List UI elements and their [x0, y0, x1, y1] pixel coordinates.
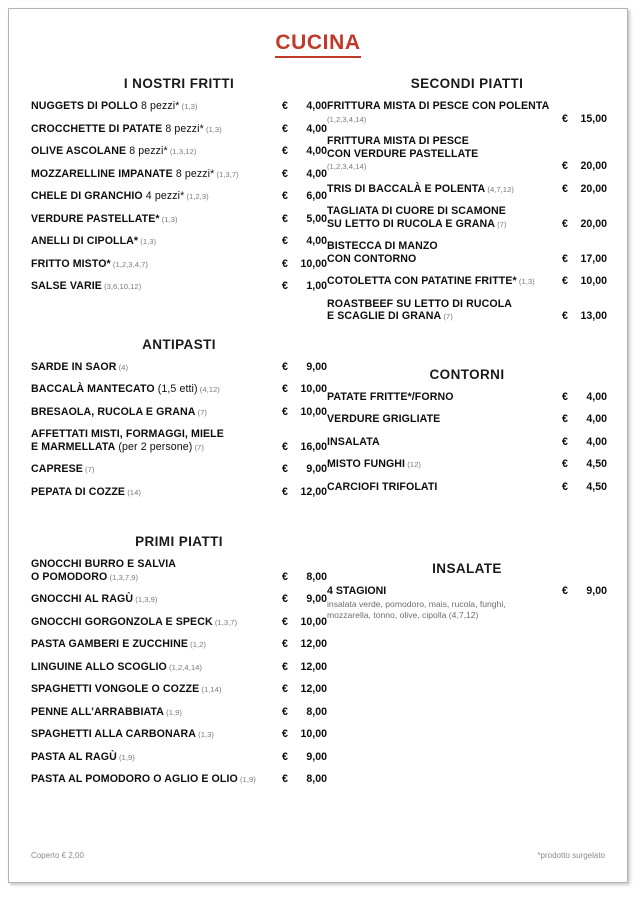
- menu-item-price-currency: €: [562, 217, 568, 230]
- menu-item-name: [327, 275, 562, 288]
- menu-item-name-line2: E MARMELLATA: [31, 440, 116, 453]
- menu-item-allergens: (7): [195, 407, 207, 417]
- menu-item-price: [282, 486, 327, 499]
- menu-item-name: [31, 661, 282, 674]
- menu-item: [31, 486, 327, 499]
- left-column: [31, 76, 327, 796]
- menu-item-name-line1: LINGUINE ALLO SCOGLIO: [31, 660, 167, 673]
- menu-item-price: [282, 190, 327, 203]
- menu-item-price-currency: €: [562, 252, 568, 265]
- menu-item-allergens: (1,14): [199, 685, 222, 694]
- menu-item-name: [31, 406, 282, 419]
- menu-item-price-currency: €: [282, 440, 288, 453]
- menu-item-price-currency: €: [282, 485, 288, 498]
- menu-item-name-line1: GNOCCHI GORGONZOLA E SPECK: [31, 615, 213, 628]
- menu-item-allergens: (1,2,4,14): [166, 662, 202, 672]
- menu-item-price-currency: €: [562, 413, 568, 425]
- menu-item-name: [31, 558, 282, 583]
- menu-item-name-line1: GNOCCHI AL RAGÙ: [31, 593, 134, 605]
- menu-item: [31, 361, 327, 374]
- menu-item-allergens: (1,3): [516, 277, 535, 286]
- menu-item-name-line1: TAGLIATA DI CUORE DI SCAMONE: [327, 205, 506, 217]
- menu-item-price: [282, 706, 327, 719]
- menu-item-name: [31, 486, 282, 499]
- section-heading-secondi: SECONDI PIATTI: [410, 76, 524, 91]
- menu-item-price: [282, 773, 327, 786]
- salad-text: [327, 585, 562, 622]
- menu-item-price-value: 20,00: [580, 182, 607, 195]
- menu-item-price: [282, 463, 327, 476]
- footer-coperto: Coperto € 2,00: [31, 851, 84, 860]
- menu-item-allergens: (1,3): [159, 214, 178, 224]
- menu-item: [31, 428, 327, 453]
- menu-item-price-currency: €: [282, 728, 288, 740]
- section-heading-insalate: INSALATE: [432, 561, 502, 576]
- menu-item-name: [31, 683, 282, 696]
- menu-item-name: [31, 258, 282, 271]
- menu-item-quantity: 8 pezzi*: [172, 167, 215, 180]
- menu-item-quantity: 8 pezzi*: [126, 145, 168, 157]
- menu-item: [327, 275, 607, 288]
- menu-item: [327, 391, 607, 404]
- menu-item-allergens: (1,3,9): [133, 595, 158, 604]
- menu-item-price: [282, 728, 327, 741]
- menu-item-price-value: 4,00: [586, 435, 607, 448]
- menu-item: [31, 168, 327, 181]
- menu-item-name-line1: BACCALÀ MANTECATO: [31, 383, 155, 395]
- menu-item-price-currency: €: [282, 212, 288, 225]
- menu-item-name-line1: CROCCHETTE DI PATATE: [31, 122, 163, 135]
- menu-item-name-line1: CAPRESE: [31, 463, 83, 475]
- menu-item-name: [31, 751, 282, 764]
- menu-item-price-currency: €: [282, 773, 288, 785]
- menu-item-name: [31, 190, 282, 203]
- menu-item-price-currency: €: [562, 458, 568, 470]
- menu-item-price: [282, 683, 327, 696]
- menu-item-price: [282, 100, 327, 113]
- menu-item-price-value: 8,00: [306, 570, 327, 583]
- menu-item: [31, 190, 327, 203]
- menu-item: [31, 258, 327, 271]
- menu-item-price-currency: €: [562, 480, 568, 493]
- menu-item-price-value: 5,00: [306, 212, 327, 225]
- menu-item: [31, 280, 327, 293]
- menu-item-name: [31, 593, 282, 606]
- menu-item: [327, 100, 607, 125]
- menu-item-price: [562, 218, 607, 231]
- menu-item-price: [282, 593, 327, 606]
- menu-item-price-currency: €: [282, 280, 288, 292]
- menu-item-price-value: 12,00: [300, 485, 327, 498]
- menu-item: [31, 638, 327, 651]
- menu-item-name-line1: NUGGETS DI POLLO: [31, 100, 138, 112]
- menu-item-name: [31, 123, 282, 136]
- menu-item-price-value: 20,00: [580, 160, 607, 172]
- menu-item-price: [562, 253, 607, 266]
- menu-item-name-line1: SPAGHETTI ALLA CARBONARA: [31, 728, 197, 740]
- menu-item-price-currency: €: [282, 405, 288, 418]
- menu-item-name: [31, 235, 282, 248]
- menu-item: [327, 436, 607, 449]
- menu-item-price-value: 13,00: [580, 310, 607, 322]
- menu-item-name-line1: CHELE DI GRANCHIO: [31, 190, 143, 202]
- menu-item-name-line1: FRITTURA MISTA DI PESCE: [327, 135, 469, 147]
- salad-price-value: 9,00: [586, 585, 607, 597]
- section-items-fritti: [31, 100, 327, 293]
- menu-item-price-value: 9,00: [306, 593, 327, 605]
- page-title: CUCINA: [275, 31, 360, 58]
- menu-item-name-line2: E SCAGLIE DI GRANA: [327, 310, 442, 322]
- menu-item-name-line1: OLIVE ASCOLANE: [31, 145, 127, 157]
- menu-item-name: [31, 383, 282, 396]
- menu-item-allergens: (7): [82, 465, 95, 474]
- menu-item-price: [562, 436, 607, 449]
- menu-item-name-line1: ROASTBEEF SU LETTO DI RUCOLA: [327, 297, 513, 310]
- menu-page: [8, 8, 628, 883]
- menu-item-price-value: 10,00: [580, 275, 607, 287]
- menu-item-price-value: 4,50: [586, 458, 607, 470]
- menu-item-allergens: (1,9): [237, 775, 256, 784]
- menu-item-price-value: 15,00: [580, 112, 607, 125]
- menu-item-price: [282, 616, 327, 629]
- menu-item-price: [282, 383, 327, 396]
- menu-item-price: [562, 481, 607, 494]
- menu-item-name: [31, 213, 282, 226]
- menu-item-price: [282, 441, 327, 454]
- menu-item-name-line1: BRESAOLA, RUCOLA E GRANA: [31, 405, 196, 418]
- menu-item-name-line1: PASTA AL RAGÙ: [31, 750, 117, 763]
- menu-item-quantity: 8 pezzi*: [162, 122, 204, 135]
- menu-item-name-line1: TRIS DI BACCALÀ E POLENTA: [327, 182, 486, 195]
- menu-item: [31, 593, 327, 606]
- menu-item: [327, 183, 607, 196]
- section-items-secondi: [327, 100, 607, 323]
- menu-item: [31, 100, 327, 113]
- menu-item-name-line2: O POMODORO: [31, 570, 108, 583]
- menu-item: [31, 145, 327, 158]
- menu-item-price: [282, 638, 327, 651]
- menu-item-price: [282, 235, 327, 248]
- menu-item-price-value: 9,00: [306, 750, 327, 763]
- menu-item-price-currency: €: [562, 182, 568, 195]
- menu-item-allergens: (4,7,12): [485, 184, 514, 194]
- menu-item-name-line1: BISTECCA DI MANZO: [327, 240, 438, 252]
- menu-item-name-line2: CON CONTORNO: [327, 252, 417, 265]
- menu-item-name: [327, 298, 562, 323]
- menu-item-name-line1: AFFETTATI MISTI, FORMAGGI, MIELE: [31, 428, 224, 440]
- page-footer: [31, 851, 605, 860]
- menu-item: [31, 773, 327, 786]
- menu-item: [31, 661, 327, 674]
- menu-item-price: [282, 661, 327, 674]
- menu-item-price-value: 4,00: [306, 122, 327, 135]
- menu-item-price-currency: €: [282, 705, 288, 718]
- menu-item-price: [562, 183, 607, 196]
- menu-item-price-currency: €: [562, 310, 568, 322]
- menu-item-price-value: 4,00: [586, 413, 607, 425]
- menu-item: [327, 135, 607, 173]
- menu-item-allergens: (1,9): [116, 752, 135, 762]
- menu-item-price-value: 12,00: [300, 683, 327, 695]
- menu-item-price-currency: €: [282, 750, 288, 763]
- menu-item: [31, 123, 327, 136]
- menu-item-price-currency: €: [282, 683, 288, 695]
- menu-item-price-value: 10,00: [300, 257, 327, 270]
- menu-item-allergens: (1,3,7): [214, 169, 239, 179]
- menu-item-price-currency: €: [562, 275, 568, 287]
- menu-item-price: [282, 258, 327, 271]
- menu-item-allergens: (1,3,12): [167, 147, 197, 156]
- menu-item: [31, 558, 327, 583]
- menu-item-price-value: 10,00: [300, 615, 327, 628]
- menu-item-price: [562, 310, 607, 323]
- section-items-primi: [31, 558, 327, 786]
- menu-item-quantity: 8 pezzi*: [137, 100, 180, 112]
- menu-item-name: [31, 728, 282, 741]
- menu-item-name-line1: PATATE FRITTE*/FORNO: [327, 390, 454, 403]
- menu-item-name-line1: VERDURE PASTELLATE*: [31, 212, 160, 225]
- menu-item-name-line1: PEPATA DI COZZE: [31, 485, 126, 498]
- menu-item-price-value: 8,00: [306, 705, 327, 718]
- menu-item-price: [282, 751, 327, 764]
- menu-item-price-currency: €: [562, 160, 568, 172]
- menu-item: [31, 706, 327, 719]
- menu-item-allergens: (7): [494, 219, 507, 229]
- menu-item-name: [327, 481, 562, 494]
- menu-item: [31, 728, 327, 741]
- menu-item-price-value: 10,00: [300, 728, 327, 740]
- menu-item-name: [327, 240, 562, 265]
- menu-item-price-currency: €: [282, 638, 288, 650]
- menu-item-price-value: 20,00: [580, 217, 607, 230]
- menu-item-name-line1: SARDE IN SAOR: [31, 360, 117, 373]
- menu-item-quantity: (per 2 persone): [115, 440, 193, 453]
- menu-item-name-line2: SU LETTO DI RUCOLA E GRANA: [327, 217, 495, 230]
- menu-item-name: [327, 436, 562, 449]
- menu-item-price-value: 4,00: [306, 167, 327, 180]
- menu-item-price: [282, 571, 327, 584]
- menu-item-name-line1: PASTA AL POMODORO O AGLIO E OLIO: [31, 773, 238, 785]
- menu-item-price: [282, 406, 327, 419]
- menu-item: [31, 463, 327, 476]
- menu-item-price: [562, 160, 607, 173]
- menu-item-price-currency: €: [282, 463, 288, 475]
- menu-item-price-currency: €: [562, 390, 568, 403]
- menu-item-name-line1: SPAGHETTI VONGOLE O COZZE: [31, 683, 200, 695]
- menu-item-allergens: (1,9): [164, 707, 182, 717]
- salad-price-currency: €: [562, 585, 568, 597]
- menu-item-price-currency: €: [282, 360, 288, 373]
- menu-item-name-line1: PENNE ALL’ARRABBIATA: [31, 705, 165, 718]
- menu-item-price-currency: €: [282, 257, 288, 270]
- page-title-wrap: [9, 9, 627, 58]
- menu-item-allergens: (1,2,3,4,7): [110, 259, 148, 269]
- menu-item-price-value: 4,00: [586, 390, 607, 403]
- menu-item-name: [31, 145, 282, 158]
- menu-item-name-line1: PASTA GAMBERI E ZUCCHINE: [31, 638, 188, 650]
- menu-item-name: [327, 205, 562, 230]
- menu-item-price-currency: €: [562, 435, 568, 448]
- menu-item-allergens: (1,3): [203, 124, 222, 134]
- menu-item-name: [31, 100, 282, 113]
- menu-item-price: [562, 458, 607, 471]
- menu-item: [31, 751, 327, 764]
- menu-item-name: [31, 773, 282, 786]
- menu-item-allergens: (14): [125, 487, 141, 497]
- section-items-insalate: [327, 585, 607, 622]
- menu-item-price-value: 6,00: [306, 190, 327, 202]
- salad-name: 4 STAGIONI: [327, 585, 387, 597]
- menu-item-price-currency: €: [282, 660, 288, 673]
- menu-item-allergens: (1,2): [188, 640, 206, 649]
- menu-item-name: [31, 280, 282, 293]
- menu-item-price: [562, 413, 607, 426]
- menu-item-name: [327, 391, 562, 404]
- menu-item-price-currency: €: [282, 570, 288, 583]
- menu-item-name-line1: MISTO FUNGHI: [327, 458, 406, 470]
- menu-item-price-currency: €: [282, 100, 288, 112]
- menu-item: [31, 235, 327, 248]
- menu-item-price-value: 4,00: [306, 100, 327, 112]
- menu-item-price-value: 8,00: [306, 773, 327, 785]
- menu-item-price-currency: €: [282, 122, 288, 135]
- menu-item: [327, 205, 607, 230]
- menu-item-name: [327, 135, 562, 173]
- menu-item-price: [282, 361, 327, 374]
- menu-item-price: [562, 391, 607, 404]
- menu-item-name: [31, 168, 282, 181]
- menu-item-allergens: (3,6,10,12): [101, 282, 142, 291]
- menu-item-allergens: (1,3): [196, 730, 214, 739]
- section-heading-primi: PRIMI PIATTI: [135, 534, 223, 549]
- menu-item-price-currency: €: [282, 615, 288, 628]
- section-items-contorni: [327, 391, 607, 494]
- menu-item: [327, 413, 607, 426]
- menu-item-price: [282, 280, 327, 293]
- menu-item-price-value: 10,00: [300, 383, 327, 395]
- menu-item: [327, 458, 607, 471]
- menu-item-allergens: (12): [405, 460, 421, 469]
- menu-item-price: [282, 213, 327, 226]
- menu-item: [31, 616, 327, 629]
- menu-item-price-currency: €: [282, 383, 288, 395]
- menu-item-quantity: 4 pezzi*: [142, 190, 185, 202]
- menu-item-allergens: (7): [441, 312, 453, 321]
- menu-item-name-line1: VERDURE GRIGLIATE: [327, 413, 441, 425]
- menu-item-price-value: 10,00: [300, 405, 327, 418]
- menu-item-price: [562, 275, 607, 288]
- salad-description: [327, 599, 554, 622]
- salad-description-line2: mozzarella, tonno, olive, cipolla (4,7,12): [327, 610, 479, 621]
- menu-item-price-currency: €: [282, 235, 288, 247]
- menu-item-price-currency: €: [282, 167, 288, 180]
- menu-item-price-currency: €: [562, 112, 568, 125]
- menu-item-name: [31, 428, 282, 453]
- menu-item-name: [31, 616, 282, 629]
- menu-item-price: [562, 113, 607, 126]
- menu-item-name-line1: SALSE VARIE: [31, 280, 102, 292]
- menu-item-allergens: (1,3): [179, 102, 198, 111]
- menu-item-allergens: (1,2,3): [184, 192, 209, 201]
- menu-item-allergens: (1,3,7): [212, 617, 238, 627]
- menu-item-name: [327, 458, 562, 471]
- right-column: [327, 76, 607, 796]
- menu-item-name-line1: ANELLI DI CIPOLLA*: [31, 235, 139, 247]
- menu-item-allergens: (1,3): [138, 237, 157, 246]
- menu-columns: [9, 76, 627, 796]
- menu-item-allergens: (4,12): [197, 385, 220, 394]
- menu-item-name-line1: CARCIOFI TRIFOLATI: [327, 480, 438, 493]
- menu-item-name-line1: COTOLETTA CON PATATINE FRITTE*: [327, 275, 517, 287]
- menu-item-allergens: (4): [116, 362, 129, 372]
- menu-item-price-currency: €: [282, 190, 288, 202]
- menu-item-price: [282, 145, 327, 158]
- menu-item-name: [31, 706, 282, 719]
- menu-item: [31, 383, 327, 396]
- menu-item-price-value: 12,00: [300, 660, 327, 673]
- salad-description-line1: insalata verde, pomodoro, mais, rucola, funghi,: [327, 599, 506, 609]
- menu-item-name: [327, 413, 562, 426]
- menu-item: [31, 406, 327, 419]
- salad-price: [562, 585, 607, 597]
- menu-item: [327, 481, 607, 494]
- section-items-antipasti: [31, 361, 327, 499]
- menu-item-price-currency: €: [282, 145, 288, 157]
- menu-item-name: [31, 638, 282, 651]
- menu-item-name: [31, 463, 282, 476]
- menu-item: [31, 213, 327, 226]
- menu-item-name: [31, 361, 282, 374]
- menu-item-allergens: (1,2,3,4,14): [327, 162, 367, 171]
- menu-item-price: [282, 168, 327, 181]
- menu-item-price-value: 16,00: [300, 440, 327, 453]
- menu-item: [31, 683, 327, 696]
- menu-item-price-value: 9,00: [306, 463, 327, 475]
- menu-item-allergens: (7): [192, 442, 204, 452]
- menu-item-name-line1: MOZZARELLINE IMPANATE: [31, 167, 173, 180]
- menu-item-name-line1: FRITTURA MISTA DI PESCE CON POLENTA: [327, 100, 550, 112]
- menu-item-name-line1: FRITTO MISTO*: [31, 257, 111, 270]
- menu-item-4-stagioni: [327, 585, 607, 622]
- menu-item-name: [327, 100, 562, 125]
- menu-item-price-value: 12,00: [300, 638, 327, 650]
- section-heading-fritti: I NOSTRI FRITTI: [123, 76, 235, 91]
- menu-item-price-value: 4,00: [306, 235, 327, 247]
- menu-item-name-line1: GNOCCHI BURRO E SALVIA: [31, 558, 177, 570]
- menu-item-allergens: (1,2,3,4,14): [327, 114, 367, 124]
- menu-item: [327, 240, 607, 265]
- section-heading-contorni: CONTORNI: [429, 366, 505, 382]
- menu-item-price-value: 9,00: [306, 360, 327, 373]
- menu-item-price-value: 4,00: [306, 145, 327, 157]
- menu-item-name-line2: CON VERDURE PASTELLATE: [327, 147, 479, 160]
- menu-item: [327, 298, 607, 323]
- menu-item-price: [282, 123, 327, 136]
- menu-item-quantity: (1,5 etti): [154, 383, 198, 395]
- menu-item-price-value: 1,00: [306, 280, 327, 292]
- section-heading-antipasti: ANTIPASTI: [142, 336, 216, 352]
- footer-surgelato-note: *prodotto surgelato: [537, 851, 605, 860]
- menu-item-name: [327, 183, 562, 196]
- menu-item-price-value: 4,50: [586, 480, 607, 493]
- menu-item-price-currency: €: [282, 593, 288, 605]
- menu-item-allergens: (1,3,7,9): [107, 572, 139, 582]
- menu-item-price-value: 17,00: [580, 252, 607, 265]
- menu-item-name-line1: INSALATA: [327, 435, 380, 448]
